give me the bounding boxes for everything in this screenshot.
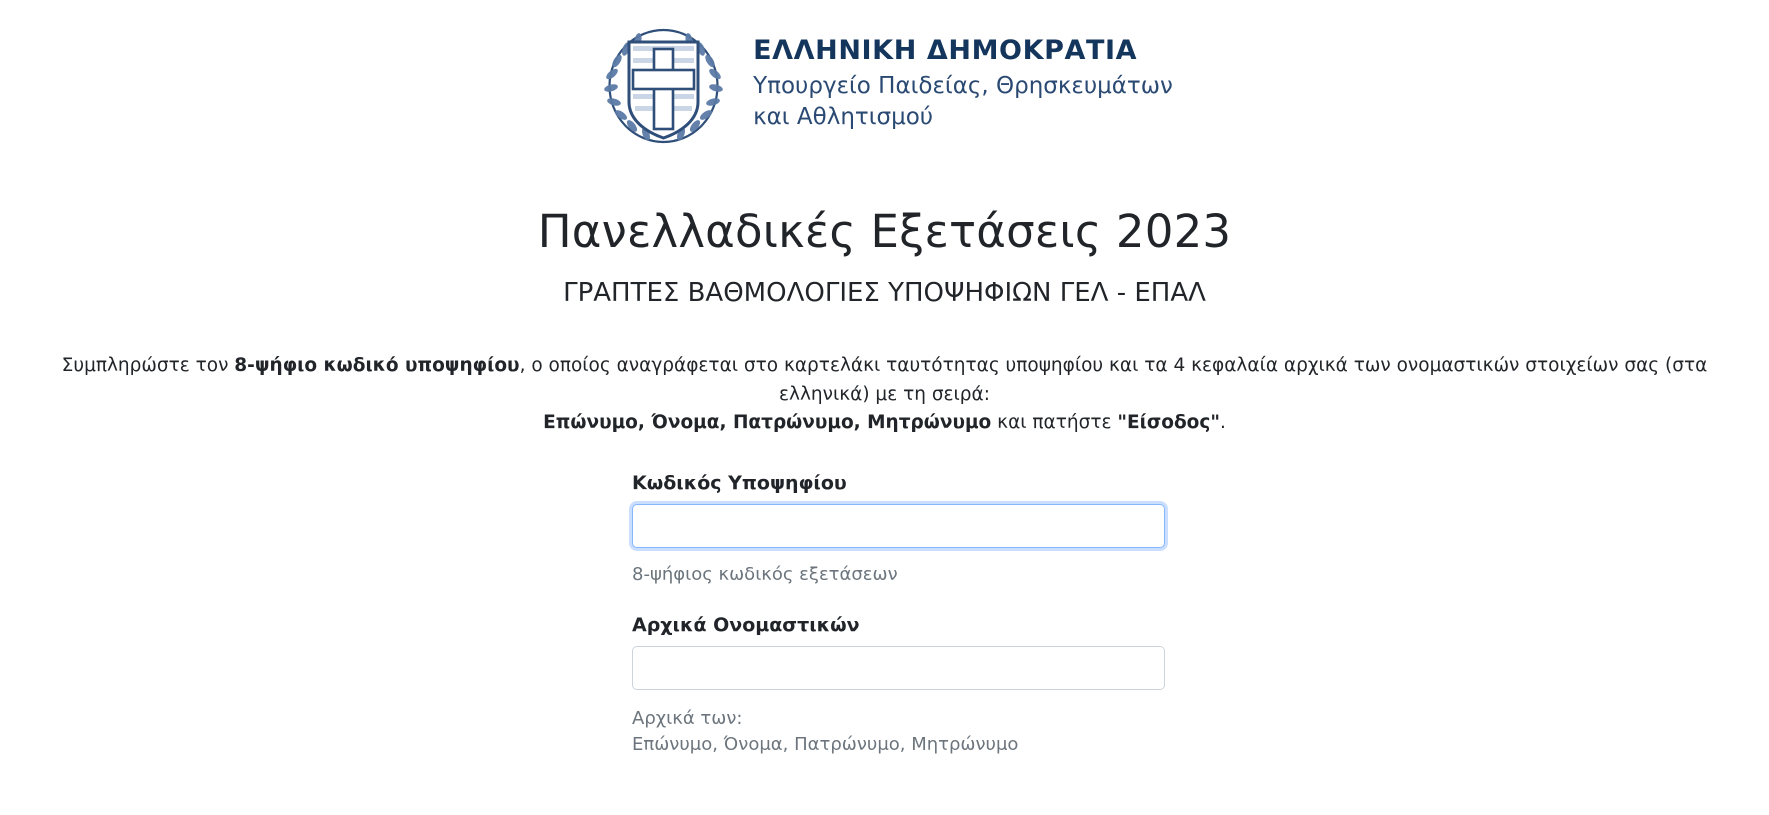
- candidate-code-field-block: [632, 472, 1769, 588]
- ministry-title-block: [753, 34, 1173, 132]
- initials-label: Αρχικά Ονομαστικών: [632, 614, 860, 637]
- initials-helper-line-2: Επώνυμο, Όνομα, Πατρώνυμο, Μητρώνυμο: [632, 734, 1019, 756]
- header-inner: [596, 16, 1173, 151]
- instructions-bold-names: Επώνυμο, Όνομα, Πατρώνυμο, Μητρώνυμο: [543, 412, 992, 434]
- ministry-name-line-1: Υπουργείο Παιδείας, Θρησκευμάτων: [753, 72, 1173, 99]
- instructions-line-2: [40, 409, 1730, 438]
- instructions-part-1: Συμπληρώστε τον: [61, 355, 235, 376]
- instructions-bold-code: 8-ψήφιο κωδικό υποψηφίου: [234, 355, 520, 376]
- page-subtitle: ΓΡΑΠΤΕΣ ΒΑΘΜΟΛΟΓΙΕΣ ΥΠΟΨΗΦΙΩΝ ΓΕΛ - ΕΠΑΛ: [563, 278, 1206, 308]
- candidate-code-helper: 8-ψήφιος κωδικός εξετάσεων: [632, 564, 898, 586]
- candidate-code-input[interactable]: [632, 504, 1165, 548]
- instructions-part-2: , ο οποίος αναγράφεται στο καρτελάκι ταυτότητας υποψηφίου και τα 4 κεφαλαία αρχικά των ονομαστικών στοιχείων σας (στα ελληνικά) με τη σειρά:: [519, 355, 1708, 405]
- instructions-bold-login: "Είσοδος": [1117, 412, 1220, 434]
- page-title: Πανελλαδικές Εξετάσεις 2023: [537, 205, 1232, 258]
- republic-name: ΕΛΛΗΝΙΚΗ ΔΗΜΟΚΡΑΤΙΑ: [753, 35, 1138, 67]
- instructions-part-3: και πατήστε: [991, 412, 1118, 434]
- greek-republic-emblem-icon: [596, 16, 731, 151]
- candidate-code-label: Κωδικός Υποψηφίου: [632, 472, 847, 495]
- initials-input[interactable]: [632, 646, 1165, 690]
- ministry-name-line-2: και Αθλητισμού: [753, 104, 934, 131]
- initials-helper-line-1: Αρχικά των:: [632, 708, 743, 730]
- login-form: [0, 472, 1769, 758]
- instructions-part-4: .: [1219, 412, 1226, 434]
- instructions-text: [40, 352, 1730, 438]
- initials-field-block: [632, 614, 1769, 758]
- site-header: [0, 0, 1769, 151]
